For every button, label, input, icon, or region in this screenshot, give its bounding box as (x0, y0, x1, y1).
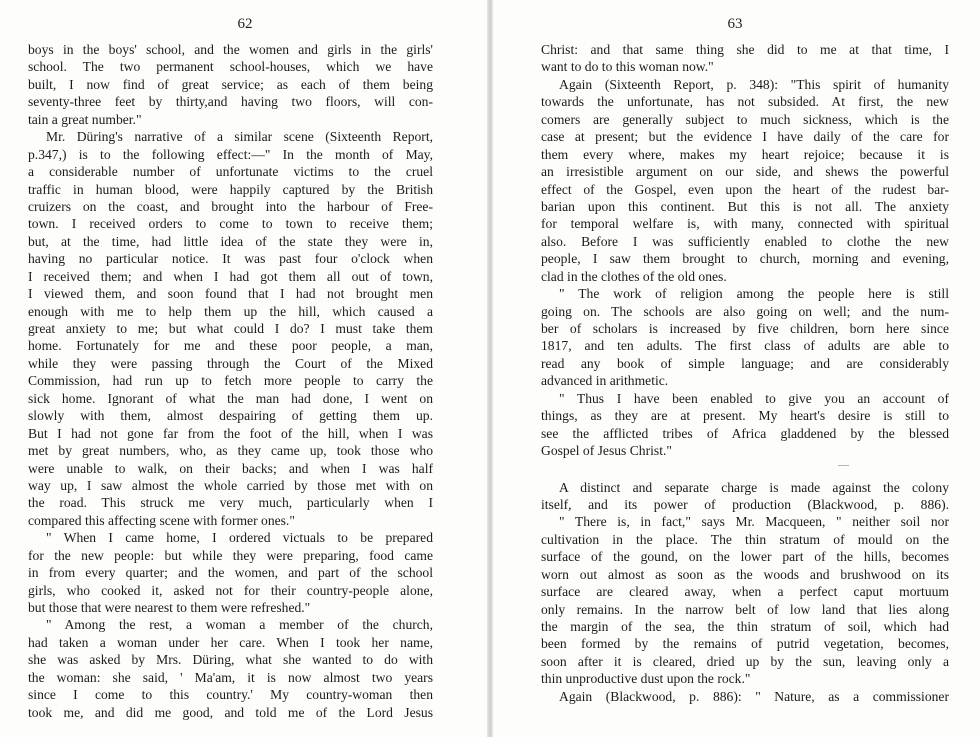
text-line: she was asked by Mrs. Düring, what she wanted to do with (28, 652, 433, 668)
right-page-number: 63 (727, 16, 743, 32)
text-line: Christ: and that same thing she did to me at that time, I (541, 42, 949, 57)
section-divider: — (838, 458, 849, 471)
text-line: the margin of the sea, the thin stratum of soil, which had (541, 619, 949, 634)
text-line: compared this affecting scene with former ones." (28, 512, 295, 528)
text-line: were unable to walk, on their backs; and when I was half (28, 460, 433, 476)
text-line: while they were passing through the Court of the Mixed (28, 355, 433, 371)
text-line: comers are generally subject to much sickness, which is the (541, 111, 949, 127)
text-line: " There is, in fact," says Mr. Macqueen, " neither soil nor (559, 514, 949, 530)
text-line: school. The two permanent school-houses, which we have (28, 59, 433, 75)
text-line: the woman: she said, ' Ma'am, it is now almost two years (28, 669, 433, 685)
text-line: but, at the time, had little idea of the state they were in, (28, 233, 433, 249)
text-line: since I come to this country.' My country-woman then (28, 687, 433, 703)
text-line: the road. This struck me very much, particularly when I (28, 495, 433, 511)
text-line: a considerable number of unfortunate victims to the cruel (28, 164, 433, 180)
text-line: A distinct and separate charge is made against the colony (559, 479, 949, 495)
text-line: built, I now find of great service; as each of them being (28, 76, 433, 92)
text-line: cruizers on the coast, and brought into the harbour of Free- (28, 198, 433, 214)
text-line: Commission, had run up to fetch more people to carry the (28, 373, 433, 389)
text-line: I received them; and when I had got them all out of town, (28, 268, 433, 284)
text-line: worn out almost as soon as the woods and brushwood on its (541, 566, 949, 582)
text-line: also. Before I was sufficiently enabled to clothe the new (541, 233, 949, 249)
text-line: but those that were nearest to them were refreshed." (28, 600, 311, 615)
right-page (490, 0, 980, 737)
text-line: going on. The schools are also going on well; and the num- (541, 303, 949, 319)
text-line: people, I saw them brought to church, morning and evening, (541, 251, 949, 267)
text-line: seventy-three feet by thirty,and having two floors, will con- (28, 94, 433, 110)
text-line: had taken a woman under her care. When I took her name, (28, 634, 433, 650)
text-line: enough with me to help them up the hill, which caused a (28, 303, 433, 319)
text-line: Mr. Düring's narrative of a similar scene (Sixteenth Report, (46, 129, 433, 145)
text-line: slowly with them, almost despairing of getting them up. (28, 408, 433, 424)
text-line: see the afflicted tribes of Africa gladdened by the blessed (541, 425, 949, 441)
text-line: " The work of religion among the people here is still (559, 286, 949, 302)
text-line: an irresistible argument on our side, and shews the powerful (541, 164, 949, 180)
text-line: for temporal welfare is, with many, connected with spiritual (541, 216, 949, 232)
text-line: only remains. In the narrow belt of low land that lies along (541, 601, 949, 617)
text-line: for the new people: but while they were preparing, food came (28, 547, 433, 563)
text-line: towards the unfortunate, has not subsided. At first, the new (541, 94, 949, 110)
text-line: " Thus I have been enabled to give you an account of (559, 390, 949, 406)
text-line: way up, I saw almost the whole carried by those met with on (28, 477, 433, 493)
text-line: them every where, makes my heart rejoice; because it is (541, 146, 949, 162)
text-line: soon after it is cleared, dried up by the sun, leaving only a (541, 653, 949, 669)
text-line: been formed by the remains of putrid vegetation, becomes, (541, 636, 949, 652)
text-line: sick home. Ignorant of what the man had done, I went on (28, 390, 433, 406)
text-line: 1817, and ten adults. The first class of adults are able to (541, 338, 949, 354)
text-line: met by great numbers, who, as they came up, took those who (28, 443, 433, 459)
text-line: effect of the Gospel, even upon the heart of the rudest bar- (541, 181, 949, 197)
text-line: girls, who cooked it, asked not for their country-people alone, (28, 582, 433, 598)
text-line: thin unproductive dust upon the rock." (541, 671, 751, 687)
text-line: Again (Sixteenth Report, p. 348): "This spirit of humanity (559, 76, 949, 92)
section-gap (541, 470, 949, 479)
right-page-text (541, 41, 949, 705)
text-line: p.347,) is to the following effect:—" In the month of May, (28, 146, 433, 162)
text-line: barian upon this continent. But this is not all. The anxiety (541, 198, 949, 214)
text-line: having no particular notice. It was past four o'clock when (28, 251, 433, 267)
text-line: surface of the gound, on the lower part of the hills, becomes (541, 549, 949, 565)
text-line: advanced in arithmetic. (541, 373, 669, 389)
text-line: great anxiety to me; but what could I do? I must take them (28, 321, 433, 336)
text-line: in from every quarter; and the women, and part of the school (28, 565, 433, 581)
text-line: " Among the rest, a woman a member of the church, (46, 617, 433, 633)
text-line: clad in the clothes of the old ones. (541, 268, 727, 284)
text-line: home. Fortunately for me and these poor people, a man, (28, 338, 433, 354)
text-line: want to do to this woman now." (541, 59, 714, 75)
text-line: I viewed them, and soon found that I had not brought men (28, 286, 433, 302)
text-line: took me, and did me good, and told me of the Lord Jesus (28, 704, 433, 720)
text-line: Again (Blackwood, p. 886): " Nature, as a commissioner (559, 688, 949, 704)
text-line: tain a great number." (28, 111, 142, 127)
text-line: Gospel of Jesus Christ." (541, 443, 672, 459)
text-line: itself, and its power of production (Blackwood, p. 886). (541, 496, 949, 512)
text-line: things, as they are at present. My heart's desire is still to (541, 408, 949, 424)
text-line: boys in the boys' school, and the women and girls in the girls' (28, 42, 433, 57)
text-line: case at present; but the evidence I have daily of the care for (541, 129, 949, 145)
text-line: read any book of simple language; and are considerably (541, 355, 949, 371)
text-line: town. I received orders to come to town to receive them; (28, 216, 433, 232)
left-page-text (28, 41, 433, 721)
text-line: surface are cleared away, when a perfect caput mortuum (541, 584, 949, 600)
text-line: " When I came home, I ordered victuals to be prepared (46, 530, 433, 546)
left-page-number: 62 (237, 16, 253, 32)
text-line: ber of scholars is increased by five children, born here since (541, 321, 949, 336)
text-line: But I had not gone far from the foot of the hill, when I was (28, 425, 433, 441)
text-line: cultivation in the place. The thin stratum of mould on the (541, 531, 949, 547)
text-line: traffic in human blood, were happily captured by the British (28, 181, 433, 197)
